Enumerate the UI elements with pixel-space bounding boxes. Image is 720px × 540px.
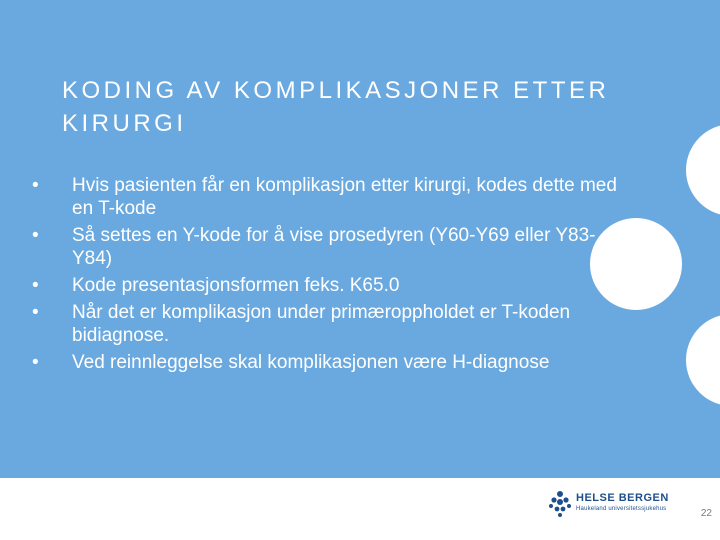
bullet-text: Så settes en Y-kode for å vise prosedyren (Y60-Y69 eller Y83-Y84) bbox=[72, 225, 596, 269]
logo-subtitle: Haukeland universitetssjukehus bbox=[576, 506, 667, 512]
bullet-item bbox=[32, 274, 632, 297]
bullet-list bbox=[32, 174, 632, 378]
bullet-text: Hvis pasienten får en komplikasjon etter kirurgi, kodes dette med en T-kode bbox=[72, 175, 617, 219]
bullet-text: Kode presentasjonsformen feks. K65.0 bbox=[72, 275, 400, 296]
bullet-text: Ved reinnleggelse skal komplikasjonen være H-diagnose bbox=[72, 352, 550, 373]
logo-mark-icon bbox=[548, 490, 572, 518]
bullet-text: Når det er komplikasjon under primæroppholdet er T-koden bidiagnose. bbox=[72, 302, 571, 346]
bullet-marker: • bbox=[32, 302, 39, 323]
decorative-circle bbox=[686, 124, 720, 216]
bullet-marker: • bbox=[32, 225, 39, 246]
decorative-circle bbox=[686, 314, 720, 406]
bullet-item bbox=[32, 224, 632, 270]
bullet-item bbox=[32, 174, 632, 220]
bullet-item bbox=[32, 351, 632, 374]
page-number: 22 bbox=[700, 508, 712, 519]
bullet-marker: • bbox=[32, 175, 39, 196]
bullet-marker: • bbox=[32, 275, 39, 296]
bullet-item bbox=[32, 301, 632, 347]
slide-title: KODING AV KOMPLIKASJONER ETTER KIRURGI bbox=[62, 77, 610, 137]
logo-name: HELSE BERGEN bbox=[576, 492, 669, 504]
bullet-marker: • bbox=[32, 352, 39, 373]
